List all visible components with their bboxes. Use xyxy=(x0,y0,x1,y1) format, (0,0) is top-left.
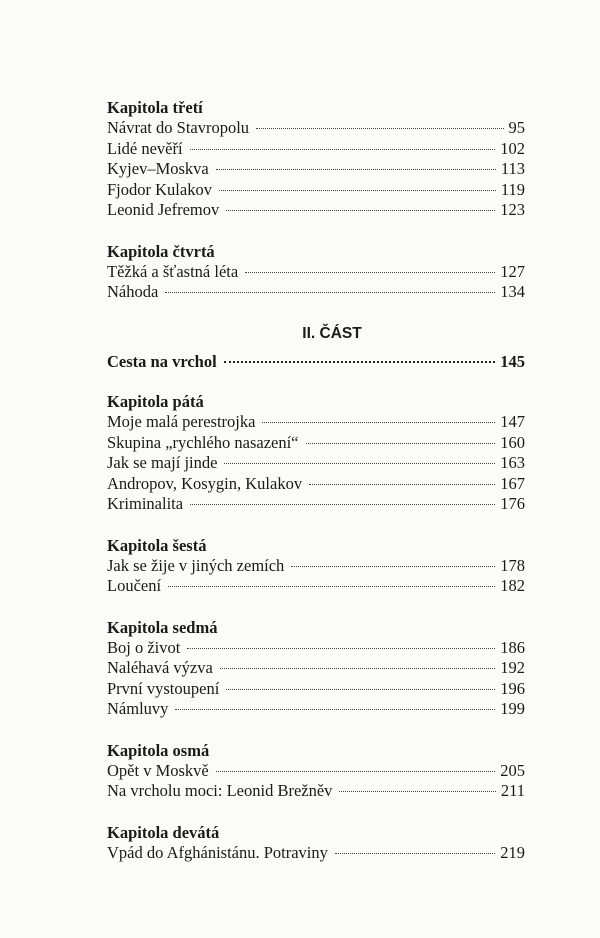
toc-entry xyxy=(107,200,525,221)
dot-leader xyxy=(190,504,495,505)
dot-leader xyxy=(262,422,495,423)
toc-entry xyxy=(107,282,525,303)
toc-entry xyxy=(107,474,525,495)
entry-label: Kyjev–Moskva xyxy=(107,159,209,178)
toc-entry xyxy=(107,576,525,597)
entry-label: Lidé nevěří xyxy=(107,138,183,158)
chapter-title: Kapitola sedmá xyxy=(107,617,218,637)
toc-entry xyxy=(107,638,525,659)
entry-page-number: 134 xyxy=(500,282,525,301)
toc-section xyxy=(107,242,525,303)
entry-label: Andropov, Kosygin, Kulakov xyxy=(107,473,303,493)
entry-label: Opět v Moskvě xyxy=(107,760,209,780)
entry-page-number: 178 xyxy=(500,555,525,575)
entry-label: Leonid Jefremov xyxy=(107,200,220,219)
toc-entry xyxy=(107,781,525,802)
entry-page-number: 95 xyxy=(508,118,525,137)
chapter-title: Kapitola osmá xyxy=(107,740,210,760)
entry-label: Návrat do Stavropolu xyxy=(107,118,250,137)
dot-leader xyxy=(224,361,496,363)
main-entry-page: 145 xyxy=(500,351,525,371)
entry-page-number: 123 xyxy=(500,200,525,219)
toc-part-two xyxy=(107,392,525,863)
dot-leader xyxy=(220,668,495,669)
entry-page-number: 163 xyxy=(500,453,525,472)
dot-leader xyxy=(165,292,495,293)
toc-entry xyxy=(107,262,525,283)
entry-page-number: 182 xyxy=(500,576,525,595)
toc-entry xyxy=(107,843,525,864)
toc-entry xyxy=(107,494,525,515)
toc-entry xyxy=(107,180,525,201)
entry-page-number: 119 xyxy=(500,179,525,199)
entry-page-number: 219 xyxy=(500,842,525,862)
entry-label: Kriminalita xyxy=(107,494,184,513)
dot-leader xyxy=(291,566,495,567)
toc-section xyxy=(107,392,525,515)
dot-leader xyxy=(339,791,495,792)
dot-leader xyxy=(309,484,495,485)
dot-leader xyxy=(306,443,496,444)
entry-page-number: 192 xyxy=(500,658,525,677)
dot-leader xyxy=(216,169,496,170)
entry-page-number: 102 xyxy=(500,138,525,158)
entry-page-number: 176 xyxy=(500,494,525,513)
dot-leader xyxy=(335,853,495,854)
chapter-title: Kapitola devátá xyxy=(107,822,220,842)
entry-label: Na vrcholu moci: Leonid Brežněv xyxy=(107,781,333,800)
toc-entry xyxy=(107,118,525,139)
toc-entry xyxy=(107,159,525,180)
entry-label: První vystoupení xyxy=(107,678,220,698)
entry-label: Loučení xyxy=(107,576,162,595)
toc-entry xyxy=(107,433,525,454)
entry-page-number: 186 xyxy=(500,637,525,657)
chapter-title: Kapitola třetí xyxy=(107,98,203,117)
chapter-title: Kapitola čtvrtá xyxy=(107,241,215,261)
entry-page-number: 211 xyxy=(500,781,525,800)
toc-part-one xyxy=(107,98,525,303)
toc-entry xyxy=(107,761,525,782)
dot-leader xyxy=(168,586,495,587)
entry-page-number: 205 xyxy=(500,760,525,780)
entry-label: Náhoda xyxy=(107,282,159,301)
entry-label: Naléhavá výzva xyxy=(107,658,213,677)
toc-entry xyxy=(107,412,525,433)
entry-label: Moje malá perestrojka xyxy=(107,412,256,431)
toc-section xyxy=(107,823,525,864)
toc-section xyxy=(107,741,525,802)
dot-leader xyxy=(187,648,495,649)
dot-leader xyxy=(226,210,495,211)
entry-page-number: 167 xyxy=(500,473,525,493)
entry-label: Fjodor Kulakov xyxy=(107,179,212,199)
entry-page-number: 160 xyxy=(500,432,525,452)
entry-label: Boj o život xyxy=(107,637,181,657)
toc-section xyxy=(107,98,525,221)
dot-leader xyxy=(175,709,495,710)
entry-label: Vpád do Afghánistánu. Potraviny xyxy=(107,842,328,862)
toc-entry xyxy=(107,139,525,160)
dot-leader xyxy=(190,149,496,150)
entry-page-number: 113 xyxy=(500,159,525,178)
entry-label: Skupina „rychlého nasazení“ xyxy=(107,432,299,452)
entry-page-number: 199 xyxy=(500,699,525,718)
dot-leader xyxy=(219,190,496,191)
dot-leader xyxy=(256,128,503,129)
chapter-title: Kapitola pátá xyxy=(107,392,204,411)
entry-page-number: 127 xyxy=(500,261,525,281)
entry-page-number: 147 xyxy=(500,412,525,431)
toc-entry xyxy=(107,453,525,474)
part-heading: II. ČÁST xyxy=(302,324,362,342)
entry-label: Jak se mají jinde xyxy=(107,453,218,472)
table-of-contents xyxy=(107,98,525,884)
toc-entry xyxy=(107,699,525,720)
toc-section xyxy=(107,618,525,720)
entry-label: Těžká a šťastná léta xyxy=(107,261,239,281)
entry-page-number: 196 xyxy=(500,678,525,698)
entry-label: Námluvy xyxy=(107,699,169,718)
entry-label: Jak se žije v jiných zemích xyxy=(107,555,285,575)
toc-entry xyxy=(107,658,525,679)
toc-section xyxy=(107,536,525,597)
toc-entry xyxy=(107,679,525,700)
main-entry xyxy=(107,352,525,373)
main-entry-label: Cesta na vrchol xyxy=(107,351,217,371)
dot-leader xyxy=(216,771,496,772)
toc-entry xyxy=(107,556,525,577)
dot-leader xyxy=(226,689,495,690)
dot-leader xyxy=(224,463,495,464)
chapter-title: Kapitola šestá xyxy=(107,535,207,555)
dot-leader xyxy=(245,272,495,273)
